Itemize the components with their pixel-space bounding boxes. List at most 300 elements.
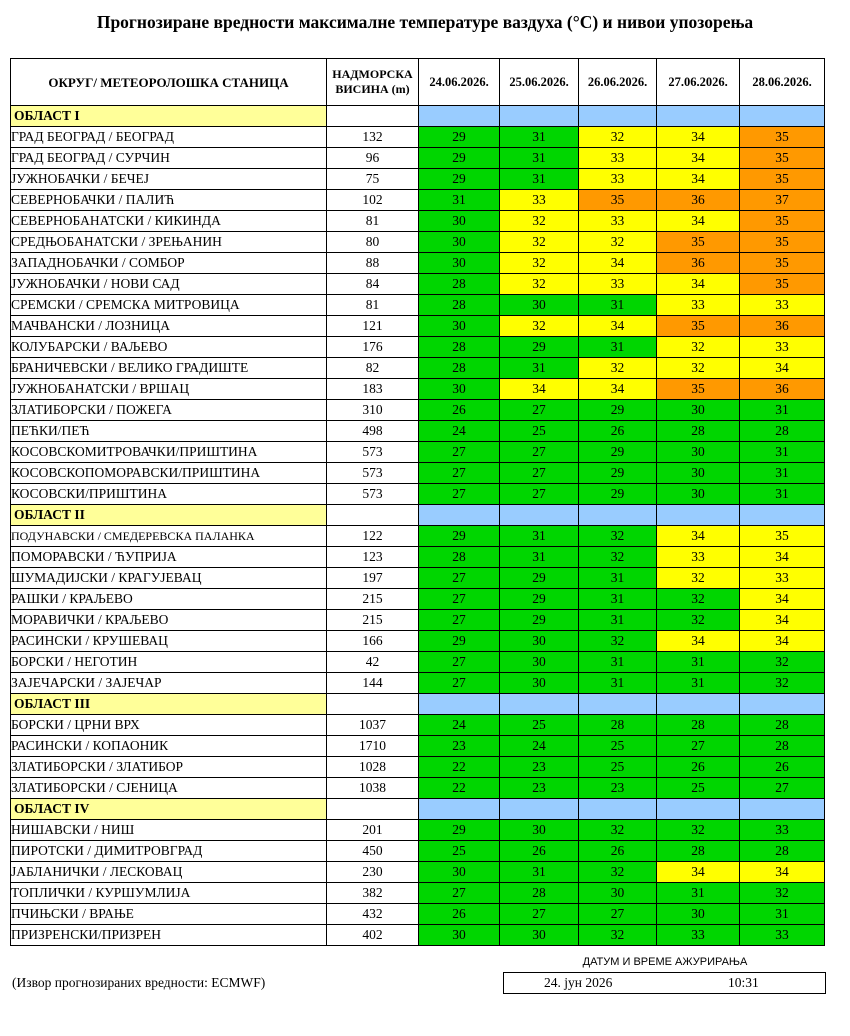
region-band-cell — [500, 505, 579, 526]
region-band-cell — [740, 505, 825, 526]
region-band-cell — [500, 799, 579, 820]
temperature-cell: 29 — [419, 127, 500, 148]
station-name: ПОМОРАВСКИ / ЋУПРИЈА — [11, 547, 327, 568]
temperature-cell: 36 — [740, 379, 825, 400]
temperature-cell: 31 — [579, 652, 657, 673]
altitude-column-header — [327, 59, 419, 106]
temperature-cell: 34 — [579, 379, 657, 400]
temperature-cell: 31 — [500, 547, 579, 568]
temperature-cell: 35 — [740, 211, 825, 232]
temperature-cell: 28 — [657, 421, 740, 442]
temperature-cell: 31 — [579, 610, 657, 631]
station-altitude: 573 — [327, 484, 419, 505]
station-altitude: 201 — [327, 820, 419, 841]
station-altitude: 122 — [327, 526, 419, 547]
station-altitude: 81 — [327, 211, 419, 232]
temperature-cell: 29 — [419, 526, 500, 547]
temperature-cell: 28 — [740, 841, 825, 862]
temperature-cell: 28 — [419, 358, 500, 379]
temperature-cell: 30 — [419, 232, 500, 253]
update-time: 10:31 — [728, 975, 759, 990]
temperature-cell: 31 — [740, 400, 825, 421]
temperature-cell: 26 — [740, 757, 825, 778]
station-row — [11, 463, 825, 484]
station-altitude: 123 — [327, 547, 419, 568]
temperature-cell: 36 — [740, 316, 825, 337]
temperature-cell: 28 — [657, 841, 740, 862]
temperature-cell: 35 — [740, 232, 825, 253]
update-date: 24. јун 2026 — [544, 975, 613, 990]
station-row — [11, 211, 825, 232]
source-note: (Извор прогнозираних вредности: ECMWF) — [12, 975, 266, 990]
region-band-cell — [579, 799, 657, 820]
temperature-cell: 32 — [657, 820, 740, 841]
temperature-cell: 27 — [419, 463, 500, 484]
station-name: РАСИНСКИ / КРУШЕВАЦ — [11, 631, 327, 652]
station-altitude: 573 — [327, 442, 419, 463]
temperature-cell: 25 — [657, 778, 740, 799]
temperature-cell: 32 — [657, 337, 740, 358]
region-row — [11, 106, 825, 127]
temperature-cell: 28 — [500, 883, 579, 904]
temperature-cell: 32 — [740, 673, 825, 694]
temperature-cell: 36 — [657, 190, 740, 211]
region-band-cell — [657, 694, 740, 715]
station-row — [11, 736, 825, 757]
region-row — [11, 505, 825, 526]
temperature-cell: 35 — [740, 148, 825, 169]
station-altitude: 81 — [327, 295, 419, 316]
station-name: ТОПЛИЧКИ / КУРШУМЛИЈА — [11, 883, 327, 904]
station-name: ПЕЋКИ/ПЕЋ — [11, 421, 327, 442]
temperature-cell: 33 — [740, 925, 825, 946]
temperature-cell: 35 — [740, 253, 825, 274]
station-altitude: 215 — [327, 589, 419, 610]
station-name: МАЧВАНСКИ / ЛОЗНИЦА — [11, 316, 327, 337]
temperature-cell: 35 — [657, 232, 740, 253]
station-name: НИШАВСКИ / НИШ — [11, 820, 327, 841]
temperature-cell: 23 — [579, 778, 657, 799]
station-altitude: 144 — [327, 673, 419, 694]
region-band-cell — [419, 106, 500, 127]
temperature-cell: 30 — [500, 652, 579, 673]
station-altitude: 1037 — [327, 715, 419, 736]
station-row — [11, 316, 825, 337]
temperature-cell: 35 — [740, 526, 825, 547]
temperature-cell: 32 — [657, 589, 740, 610]
station-altitude: 310 — [327, 400, 419, 421]
temperature-cell: 31 — [657, 883, 740, 904]
temperature-cell: 30 — [419, 253, 500, 274]
temperature-cell: 32 — [657, 568, 740, 589]
temperature-cell: 26 — [419, 904, 500, 925]
temperature-cell: 30 — [657, 400, 740, 421]
station-row — [11, 358, 825, 379]
region-spacer — [327, 106, 419, 127]
station-name: ЈУЖНОБАНАТСКИ / ВРШАЦ — [11, 379, 327, 400]
temperature-cell: 27 — [500, 904, 579, 925]
temperature-cell: 26 — [579, 841, 657, 862]
station-name: ЗАЈЕЧАРСКИ / ЗАЈЕЧАР — [11, 673, 327, 694]
station-row — [11, 568, 825, 589]
region-spacer — [327, 505, 419, 526]
temperature-cell: 25 — [419, 841, 500, 862]
temperature-cell: 22 — [419, 757, 500, 778]
station-row — [11, 421, 825, 442]
region-row — [11, 694, 825, 715]
region-band-cell — [657, 799, 740, 820]
temperature-cell: 32 — [579, 631, 657, 652]
station-altitude: 498 — [327, 421, 419, 442]
temperature-cell: 35 — [740, 127, 825, 148]
temperature-cell: 34 — [657, 169, 740, 190]
page-title: Прогнозиране вредности максималне температуре ваздуха (°C) и нивои упозорења — [96, 12, 754, 32]
region-name: ОБЛАСТ II — [11, 505, 327, 526]
temperature-cell: 37 — [740, 190, 825, 211]
date-column-header: 25.06.2026. — [500, 59, 579, 106]
temperature-cell: 34 — [740, 610, 825, 631]
station-name: ШУМАДИЈСКИ / КРАГУЈЕВАЦ — [11, 568, 327, 589]
temperature-cell: 31 — [579, 589, 657, 610]
station-name: ЗАПАДНОБАЧКИ / СОМБОР — [11, 253, 327, 274]
temperature-cell: 30 — [419, 211, 500, 232]
temperature-cell: 35 — [579, 190, 657, 211]
temperature-cell: 24 — [500, 736, 579, 757]
station-row — [11, 820, 825, 841]
region-row — [11, 799, 825, 820]
temperature-cell: 36 — [657, 253, 740, 274]
temperature-cell: 27 — [419, 610, 500, 631]
station-altitude: 96 — [327, 148, 419, 169]
station-row — [11, 295, 825, 316]
temperature-cell: 31 — [579, 673, 657, 694]
temperature-cell: 27 — [740, 778, 825, 799]
region-name: ОБЛАСТ III — [11, 694, 327, 715]
station-name: СРЕМСКИ / СРЕМСКА МИТРОВИЦА — [11, 295, 327, 316]
station-row — [11, 274, 825, 295]
station-name: ЈАБЛАНИЧКИ / ЛЕСКОВАЦ — [11, 862, 327, 883]
region-band-cell — [657, 505, 740, 526]
temperature-cell: 27 — [419, 442, 500, 463]
station-altitude: 42 — [327, 652, 419, 673]
temperature-cell: 32 — [579, 127, 657, 148]
temperature-cell: 31 — [500, 148, 579, 169]
station-name: СЕВЕРНОБАНАТСКИ / КИКИНДА — [11, 211, 327, 232]
temperature-cell: 27 — [419, 589, 500, 610]
region-band-cell — [500, 694, 579, 715]
station-name: ПРИЗРЕНСКИ/ПРИЗРЕН — [11, 925, 327, 946]
region-name: ОБЛАСТ IV — [11, 799, 327, 820]
temperature-cell: 34 — [657, 862, 740, 883]
temperature-cell: 34 — [657, 211, 740, 232]
region-band-cell — [657, 106, 740, 127]
temperature-cell: 27 — [419, 568, 500, 589]
station-row — [11, 589, 825, 610]
temperature-cell: 33 — [740, 295, 825, 316]
station-altitude: 215 — [327, 610, 419, 631]
station-row — [11, 652, 825, 673]
station-row — [11, 904, 825, 925]
temperature-cell: 26 — [500, 841, 579, 862]
table-body — [11, 106, 825, 946]
station-row — [11, 841, 825, 862]
station-row — [11, 127, 825, 148]
temperature-cell: 30 — [500, 295, 579, 316]
station-altitude: 88 — [327, 253, 419, 274]
station-row — [11, 610, 825, 631]
station-altitude: 84 — [327, 274, 419, 295]
temperature-cell: 30 — [657, 463, 740, 484]
station-name: ЈУЖНОБАЧКИ / БЕЧЕЈ — [11, 169, 327, 190]
temperature-cell: 27 — [579, 904, 657, 925]
temperature-cell: 35 — [657, 316, 740, 337]
temperature-cell: 23 — [500, 757, 579, 778]
temperature-cell: 24 — [419, 715, 500, 736]
temperature-cell: 27 — [500, 463, 579, 484]
station-row — [11, 169, 825, 190]
temperature-cell: 35 — [740, 274, 825, 295]
station-row — [11, 148, 825, 169]
temperature-cell: 28 — [419, 274, 500, 295]
altitude-header-line2: ВИСИНА (m) — [335, 82, 410, 96]
region-name: ОБЛАСТ I — [11, 106, 327, 127]
temperature-cell: 30 — [500, 673, 579, 694]
temperature-cell: 33 — [579, 148, 657, 169]
temperature-cell: 27 — [657, 736, 740, 757]
temperature-cell: 34 — [657, 148, 740, 169]
forecast-table — [10, 58, 825, 946]
temperature-cell: 32 — [579, 526, 657, 547]
station-row — [11, 526, 825, 547]
temperature-cell: 33 — [579, 211, 657, 232]
temperature-cell: 32 — [500, 232, 579, 253]
temperature-cell: 28 — [419, 295, 500, 316]
region-band-cell — [579, 694, 657, 715]
update-box — [503, 972, 826, 994]
temperature-cell: 32 — [500, 253, 579, 274]
station-row — [11, 484, 825, 505]
station-name: ПИРОТСКИ / ДИМИТРОВГРАД — [11, 841, 327, 862]
temperature-cell: 32 — [579, 358, 657, 379]
temperature-cell: 30 — [500, 631, 579, 652]
temperature-cell: 30 — [657, 442, 740, 463]
region-band-cell — [579, 505, 657, 526]
station-name: ЈУЖНОБАЧКИ / НОВИ САД — [11, 274, 327, 295]
temperature-cell: 25 — [500, 421, 579, 442]
temperature-cell: 26 — [657, 757, 740, 778]
temperature-cell: 34 — [657, 631, 740, 652]
temperature-cell: 33 — [657, 295, 740, 316]
temperature-cell: 31 — [500, 127, 579, 148]
station-altitude: 402 — [327, 925, 419, 946]
temperature-cell: 29 — [419, 169, 500, 190]
temperature-cell: 29 — [500, 589, 579, 610]
station-row — [11, 631, 825, 652]
temperature-cell: 26 — [419, 400, 500, 421]
temperature-cell: 34 — [740, 589, 825, 610]
temperature-cell: 32 — [579, 862, 657, 883]
station-name: СРЕДЊОБАНАТСКИ / ЗРЕЊАНИН — [11, 232, 327, 253]
temperature-cell: 34 — [657, 127, 740, 148]
station-name: МОРАВИЧКИ / КРАЉЕВО — [11, 610, 327, 631]
temperature-cell: 31 — [500, 862, 579, 883]
region-band-cell — [500, 106, 579, 127]
station-altitude: 132 — [327, 127, 419, 148]
temperature-cell: 33 — [657, 547, 740, 568]
temperature-cell: 32 — [657, 358, 740, 379]
temperature-cell: 34 — [579, 316, 657, 337]
station-row — [11, 337, 825, 358]
station-name: ЗЛАТИБОРСКИ / ЗЛАТИБОР — [11, 757, 327, 778]
temperature-cell: 29 — [419, 820, 500, 841]
temperature-cell: 31 — [500, 169, 579, 190]
temperature-cell: 28 — [740, 736, 825, 757]
temperature-cell: 29 — [579, 463, 657, 484]
station-altitude: 183 — [327, 379, 419, 400]
temperature-cell: 34 — [740, 862, 825, 883]
station-row — [11, 547, 825, 568]
temperature-cell: 32 — [579, 925, 657, 946]
temperature-cell: 31 — [500, 358, 579, 379]
temperature-cell: 29 — [579, 442, 657, 463]
station-name: ПЧИЊСКИ / ВРАЊЕ — [11, 904, 327, 925]
temperature-cell: 28 — [740, 715, 825, 736]
station-altitude: 230 — [327, 862, 419, 883]
temperature-cell: 23 — [419, 736, 500, 757]
temperature-cell: 32 — [500, 274, 579, 295]
temperature-cell: 31 — [657, 652, 740, 673]
temperature-cell: 28 — [419, 547, 500, 568]
station-name: БОРСКИ / ЦРНИ ВРХ — [11, 715, 327, 736]
table-header — [11, 59, 825, 106]
temperature-cell: 31 — [740, 463, 825, 484]
temperature-cell: 27 — [419, 484, 500, 505]
temperature-cell: 30 — [419, 925, 500, 946]
station-row — [11, 253, 825, 274]
station-name: КОЛУБАРСКИ / ВАЉЕВО — [11, 337, 327, 358]
station-name: БРАНИЧЕВСКИ / ВЕЛИКО ГРАДИШТЕ — [11, 358, 327, 379]
temperature-cell: 30 — [579, 883, 657, 904]
station-altitude: 1710 — [327, 736, 419, 757]
station-row — [11, 190, 825, 211]
temperature-cell: 23 — [500, 778, 579, 799]
temperature-cell: 31 — [579, 295, 657, 316]
temperature-cell: 29 — [500, 610, 579, 631]
region-band-cell — [419, 694, 500, 715]
temperature-cell: 25 — [579, 757, 657, 778]
temperature-cell: 24 — [419, 421, 500, 442]
temperature-cell: 34 — [657, 274, 740, 295]
temperature-cell: 29 — [500, 337, 579, 358]
station-name: ЗЛАТИБОРСКИ / ПОЖЕГА — [11, 400, 327, 421]
station-name: ГРАД БЕОГРАД / СУРЧИН — [11, 148, 327, 169]
station-row — [11, 757, 825, 778]
temperature-cell: 32 — [500, 316, 579, 337]
station-column-header: ОКРУГ/ МЕТЕОРОЛОШКА СТАНИЦА — [11, 59, 327, 106]
station-row — [11, 232, 825, 253]
region-band-cell — [740, 694, 825, 715]
region-band-cell — [740, 799, 825, 820]
temperature-cell: 33 — [740, 337, 825, 358]
date-column-header: 26.06.2026. — [579, 59, 657, 106]
temperature-cell: 35 — [657, 379, 740, 400]
station-altitude: 450 — [327, 841, 419, 862]
region-band-cell — [740, 106, 825, 127]
temperature-cell: 27 — [419, 652, 500, 673]
temperature-cell: 34 — [740, 358, 825, 379]
station-altitude: 573 — [327, 463, 419, 484]
station-altitude: 75 — [327, 169, 419, 190]
station-altitude: 382 — [327, 883, 419, 904]
temperature-cell: 33 — [579, 169, 657, 190]
temperature-cell: 33 — [657, 925, 740, 946]
station-name: РАШКИ / КРАЉЕВО — [11, 589, 327, 610]
region-band-cell — [579, 106, 657, 127]
temperature-cell: 31 — [740, 904, 825, 925]
station-name: БОРСКИ / НЕГОТИН — [11, 652, 327, 673]
station-row — [11, 379, 825, 400]
temperature-cell: 34 — [657, 526, 740, 547]
station-name: КОСОВСКОМИТРОВАЧКИ/ПРИШТИНА — [11, 442, 327, 463]
station-altitude: 197 — [327, 568, 419, 589]
station-row — [11, 778, 825, 799]
station-row — [11, 715, 825, 736]
station-altitude: 80 — [327, 232, 419, 253]
date-column-header: 27.06.2026. — [657, 59, 740, 106]
date-column-header: 28.06.2026. — [740, 59, 825, 106]
region-spacer — [327, 694, 419, 715]
temperature-cell: 31 — [419, 190, 500, 211]
temperature-cell: 31 — [500, 526, 579, 547]
station-row — [11, 883, 825, 904]
temperature-cell: 33 — [740, 820, 825, 841]
station-name: ГРАД БЕОГРАД / БЕОГРАД — [11, 127, 327, 148]
temperature-cell: 30 — [419, 862, 500, 883]
altitude-header-line1: НАДМОРСКА — [332, 67, 413, 81]
temperature-cell: 29 — [579, 400, 657, 421]
temperature-cell: 29 — [419, 148, 500, 169]
station-altitude: 166 — [327, 631, 419, 652]
temperature-cell: 35 — [740, 169, 825, 190]
station-row — [11, 400, 825, 421]
station-altitude: 82 — [327, 358, 419, 379]
temperature-cell: 34 — [579, 253, 657, 274]
temperature-cell: 27 — [500, 484, 579, 505]
temperature-cell: 32 — [579, 547, 657, 568]
station-name: РАСИНСКИ / КОПАОНИК — [11, 736, 327, 757]
temperature-cell: 28 — [579, 715, 657, 736]
temperature-cell: 30 — [657, 484, 740, 505]
temperature-cell: 25 — [579, 736, 657, 757]
temperature-cell: 28 — [657, 715, 740, 736]
temperature-cell: 30 — [419, 316, 500, 337]
region-band-cell — [419, 505, 500, 526]
station-name: СЕВЕРНОБАЧКИ / ПАЛИЋ — [11, 190, 327, 211]
station-altitude: 432 — [327, 904, 419, 925]
date-column-header: 24.06.2026. — [419, 59, 500, 106]
region-spacer — [327, 799, 419, 820]
station-altitude: 1038 — [327, 778, 419, 799]
station-name: КОСОВСКИ/ПРИШТИНА — [11, 484, 327, 505]
station-row — [11, 673, 825, 694]
temperature-cell: 34 — [740, 631, 825, 652]
temperature-cell: 33 — [500, 190, 579, 211]
temperature-cell: 33 — [740, 568, 825, 589]
temperature-cell: 27 — [419, 883, 500, 904]
station-altitude: 1028 — [327, 757, 419, 778]
temperature-cell: 29 — [500, 568, 579, 589]
temperature-cell: 32 — [579, 820, 657, 841]
